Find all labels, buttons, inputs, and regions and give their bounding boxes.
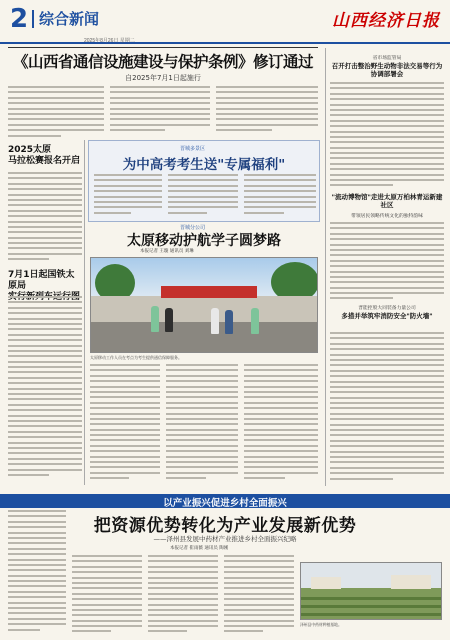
mobile-photo: [90, 257, 318, 353]
lead-rule: [8, 47, 318, 48]
welfare-body-col3: [244, 174, 316, 218]
page-number: 2: [10, 4, 29, 34]
feature-body-col4: [224, 555, 294, 635]
mobile-byline: 本报记者 王璇 通讯员 刘琳: [140, 249, 194, 254]
feature-byline: 本报记者 崔雨薇 通讯员 陶刚: [170, 546, 229, 551]
lead-body-col2: [110, 86, 210, 138]
story-railway-title-line1: 7月1日起国铁太原局: [8, 270, 75, 291]
column-divider-right: [325, 48, 326, 486]
market-headline[interactable]: 召开打击整治野生动物非法交易等行为协调部署会: [331, 62, 443, 78]
museum-subhead: 带领居民领略传统文化的独特韵味: [351, 214, 423, 219]
fire-headline[interactable]: 多措并举筑牢消防安全"防火墙": [341, 312, 433, 320]
column-divider-left: [84, 140, 85, 485]
masthead: [0, 0, 450, 44]
paper-logo: 山西经济日报: [332, 11, 440, 31]
feature-body-col2: [72, 555, 142, 635]
welfare-kicker: 晋城多景区: [180, 146, 206, 152]
mobile-photo-caption: 太原移动工作人员在考点为考生提供通信保障服务。: [90, 355, 182, 360]
story-marathon-title[interactable]: [8, 145, 82, 167]
mobile-body-col1: [90, 364, 160, 486]
feature-subheadline: ——泽州县发展中药材产业推进乡村全面振兴纪略: [153, 535, 297, 543]
mobile-headline[interactable]: 太原移动护航学子圆梦路: [127, 233, 281, 249]
section-title: 综合新闻: [32, 10, 99, 28]
feature-banner-text: 以产业振兴促进乡村全面振兴: [163, 498, 287, 509]
lead-subheadline: 自2025年7月1日起施行: [125, 74, 201, 82]
mobile-body-col3: [244, 364, 318, 486]
welfare-body-col1: [94, 174, 162, 218]
lead-body-col3: [216, 86, 318, 138]
fire-kicker: 晋能控股大同装备力量公司: [358, 306, 416, 311]
mobile-kicker: 晋城分公司: [180, 225, 206, 231]
dateline: 2025年8月26日 星期二: [84, 38, 135, 44]
story-marathon-title-line1: 2025太原: [8, 145, 52, 155]
feature-photo: [300, 562, 442, 620]
story-railway-body: [8, 296, 82, 486]
lead-headline[interactable]: 《山西省通信设施建设与保护条例》修订通过: [12, 53, 313, 71]
mobile-body-col2: [166, 364, 238, 486]
feature-photo-caption: 泽州县中药材种植基地。: [300, 622, 342, 627]
story-marathon-body: [8, 172, 82, 265]
welfare-body-col2: [168, 174, 238, 218]
fire-body: [330, 332, 444, 486]
lead-body-col1: [8, 86, 104, 142]
story-marathon-title-line2: 马拉松赛报名开启: [8, 156, 81, 166]
feature-body-col1: [8, 510, 66, 634]
museum-body: [330, 222, 444, 302]
welfare-headline[interactable]: 为中高考考生送"专属福利": [122, 157, 286, 173]
feature-body-col3: [148, 555, 218, 635]
market-kicker: 省市场监管局: [372, 56, 402, 61]
market-body: [330, 82, 444, 190]
feature-headline[interactable]: 把资源优势转化为产业发展新优势: [93, 516, 357, 536]
museum-headline[interactable]: "流动博物馆"走进太原万柏林青运新建社区: [331, 193, 443, 209]
feature-banner: [0, 494, 450, 508]
